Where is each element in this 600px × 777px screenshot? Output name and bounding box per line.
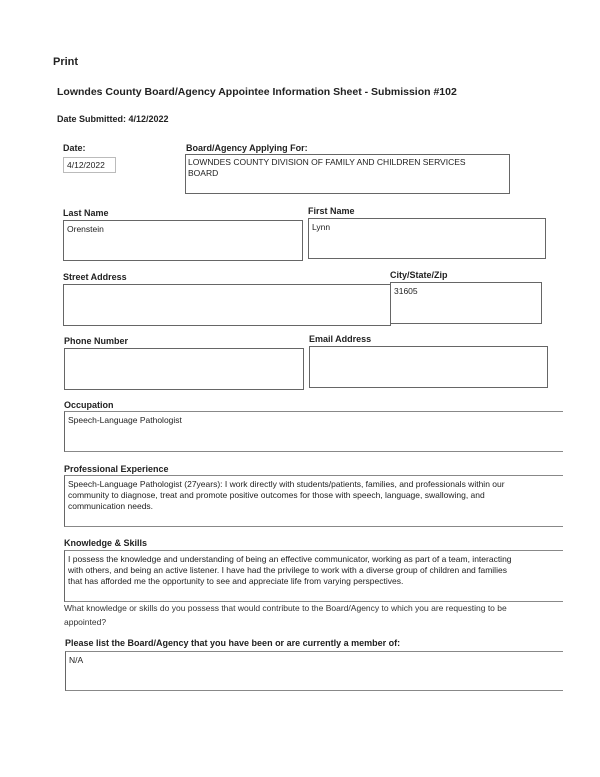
last-name-field[interactable]: Orenstein <box>63 220 303 261</box>
board-field[interactable] <box>185 154 510 194</box>
last-name-label: Last Name <box>63 208 109 218</box>
experience-field[interactable]: Speech-Language Pathologist (27years): I work directly with students/patients, families, and professionals within our community to diagnose, treat and promote positive outcomes for those with speech, language, swallowing, and communication needs. <box>64 475 563 527</box>
city-state-zip-label: City/State/Zip <box>390 270 448 280</box>
street-address-label: Street Address <box>63 272 127 282</box>
email-label: Email Address <box>309 334 372 344</box>
knowledge-label: Knowledge & Skills <box>64 538 148 548</box>
first-name-field[interactable]: Lynn <box>308 218 546 259</box>
board-value: LOWNDES COUNTY DIVISION OF FAMILY AND CHILDREN SERVICES BOARD <box>188 157 466 178</box>
first-name-label: First Name <box>308 206 355 216</box>
experience-label: Professional Experience <box>64 464 169 474</box>
board-label: Board/Agency Applying For: <box>186 143 308 153</box>
memberships-field[interactable]: N/A <box>65 651 563 691</box>
phone-label: Phone Number <box>64 336 129 346</box>
page-title: Lowndes County Board/Agency Appointee Information Sheet - Submission #102 <box>57 86 457 98</box>
knowledge-help-text: What knowledge or skills do you possess that would contribute to the Board/Agency to which you are requesting to be appointed? <box>64 603 507 627</box>
email-field[interactable] <box>309 346 548 388</box>
date-label: Date: <box>63 143 86 153</box>
print-link[interactable]: Print <box>53 56 79 68</box>
memberships-label: Please list the Board/Agency that you have been or are currently a member of: <box>65 638 401 648</box>
date-field[interactable]: 4/12/2022 <box>63 157 116 173</box>
phone-field[interactable] <box>64 348 304 390</box>
occupation-field[interactable]: Speech-Language Pathologist <box>64 411 563 452</box>
city-state-zip-field[interactable]: 31605 <box>390 282 542 324</box>
occupation-label: Occupation <box>64 400 114 410</box>
date-submitted: Date Submitted: 4/12/2022 <box>57 114 169 124</box>
knowledge-field[interactable]: I possess the knowledge and understanding of being an effective communicator, working as part of a team, interacting with others, and being an active listener. I have had the privilege to work with a diverse group of children and families that has afforded me the opportunity to see and appreciate life from varying perspectives. <box>64 550 563 602</box>
street-address-field[interactable] <box>63 284 391 326</box>
